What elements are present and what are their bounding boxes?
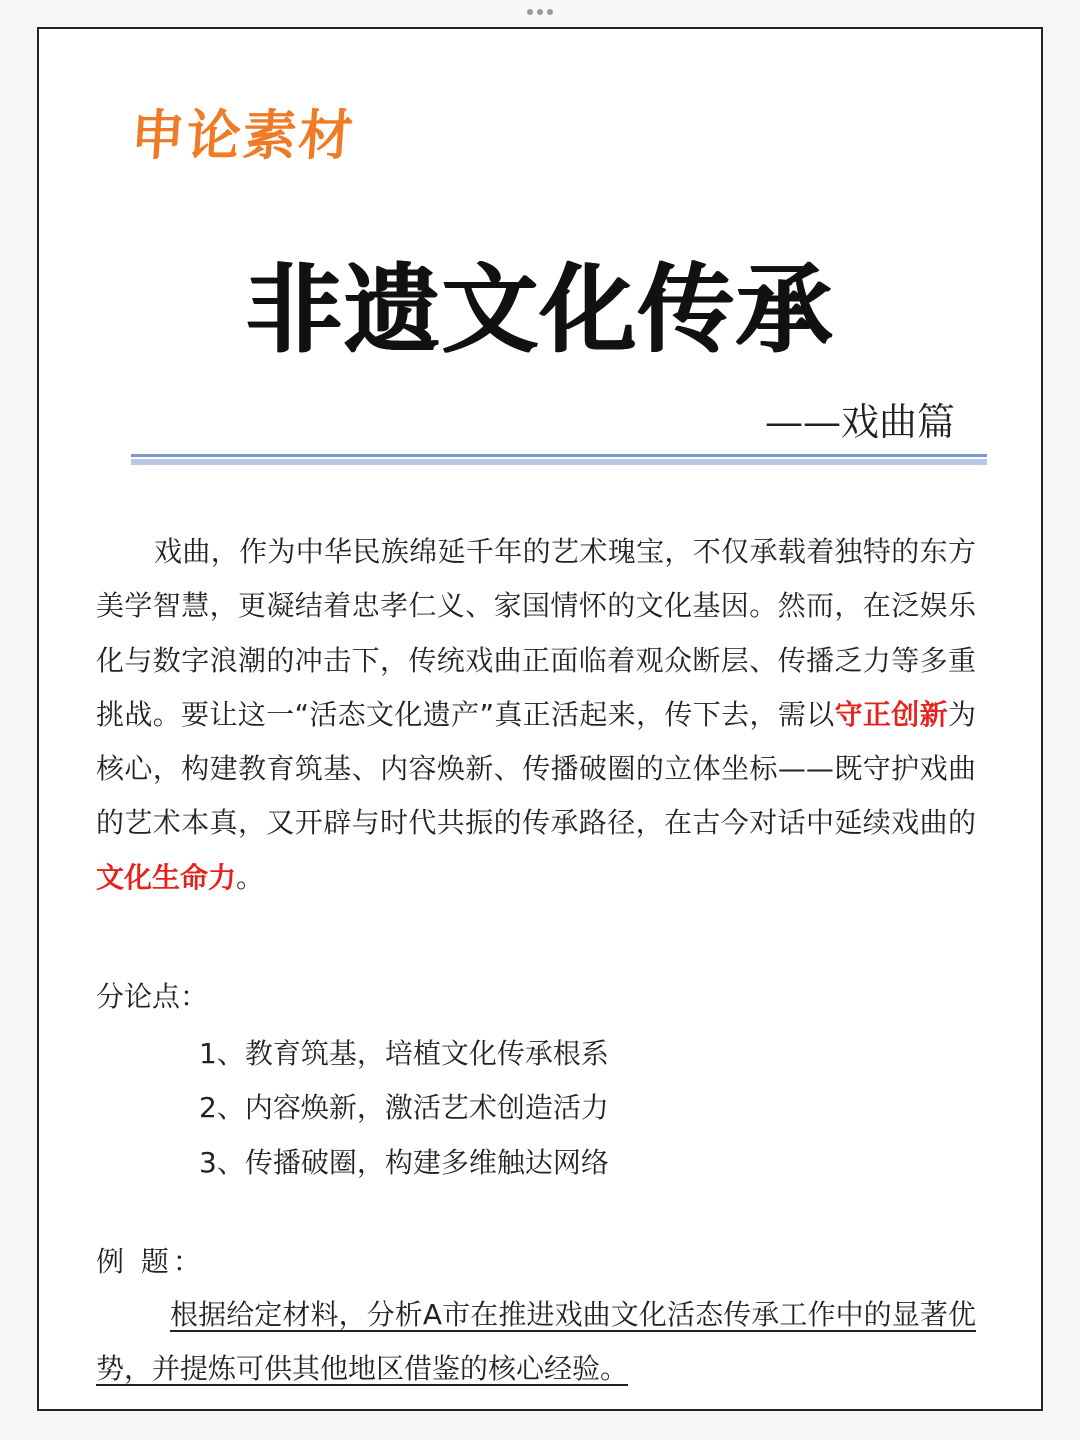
argument-item: 2、内容焕新，激活艺术创造活力 bbox=[199, 1091, 609, 1125]
intro-paragraph bbox=[96, 525, 976, 905]
page-subtitle: ——戏曲篇 bbox=[764, 400, 955, 444]
title-divider-light bbox=[131, 459, 987, 465]
intro-text-1: 戏曲，作为中华民族绵延千年的艺术瑰宝，不仅承载着独特的东方美学智慧，更凝结着忠孝仁义、家国情怀的文化基因。然而，在泛娱乐化与数字浪潮的冲击下，传统戏曲正面临着观众断层、传播乏力等多重挑战。要让这一“活态文化遗产”真正活起来，传下去，需以 bbox=[96, 535, 976, 731]
argument-item: 3、传播破圈，构建多维触达网络 bbox=[199, 1145, 609, 1179]
more-dots-icon[interactable] bbox=[0, 9, 1080, 15]
arguments-list bbox=[199, 1027, 609, 1190]
intro-highlight-2: 文化生命力 bbox=[96, 860, 237, 894]
example-heading: 例 题： bbox=[96, 1245, 205, 1278]
example-question: 根据给定材料，分析A市在推进戏曲文化活态传承工作中的显著优势，并提炼可供其他地区借鉴的核心经验。 bbox=[96, 1298, 976, 1386]
document-page bbox=[37, 27, 1043, 1411]
page-title: 非遗文化传承 bbox=[246, 253, 834, 366]
intro-text-3: 。 bbox=[236, 860, 265, 894]
intro-text-2: 为核心，构建教育筑基、内容焕新、传播破圈的立体坐标——既守护戏曲的艺术本真，又开辟与时代共振的传承路径，在古今对话中延续戏曲的 bbox=[96, 697, 976, 840]
intro-highlight-1: 守正创新 bbox=[834, 697, 948, 731]
argument-item: 1、教育筑基，培植文化传承根系 bbox=[199, 1037, 609, 1070]
title-divider-dark bbox=[131, 454, 987, 457]
arguments-heading: 分论点： bbox=[96, 980, 209, 1013]
category-label: 申论素材 bbox=[128, 103, 357, 167]
